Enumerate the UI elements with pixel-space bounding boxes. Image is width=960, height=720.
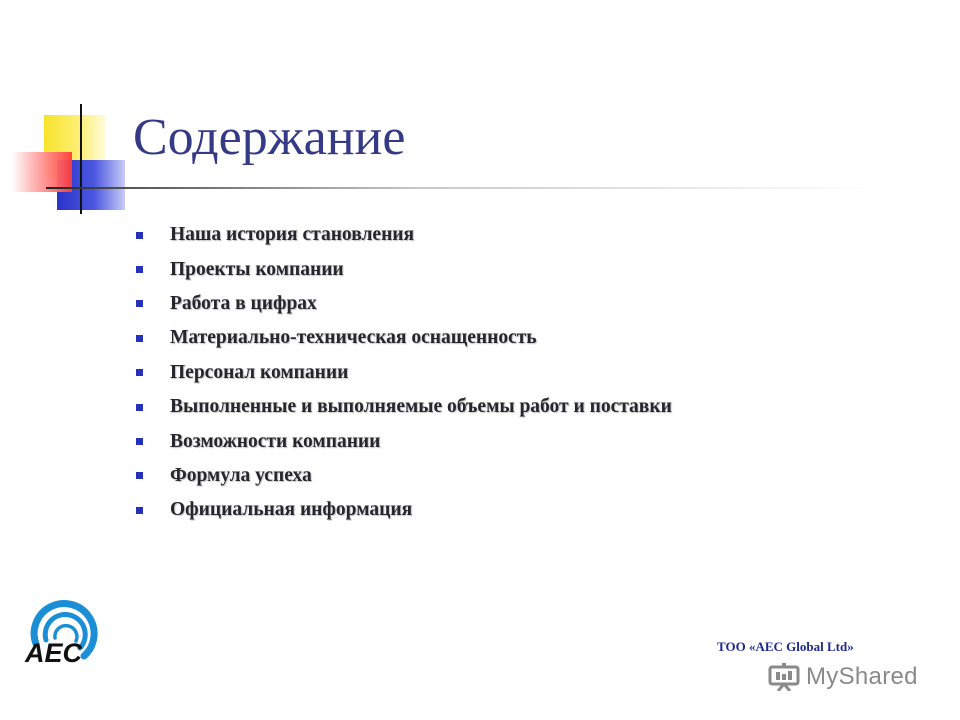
square-bullet-icon [136,300,143,307]
slide-title: Содержание [133,109,406,166]
list-item-label: Проекты компании [170,258,344,280]
list-item-label: Формула успеха [170,464,312,486]
list-item-label: Возможности компании [170,430,381,452]
list-item-label: Материально-техническая оснащенность [170,327,537,349]
square-bullet-icon [136,369,143,376]
corner-decoration [0,0,140,230]
vertical-rule [80,104,82,214]
list-item-label: Персонал компании [170,361,349,383]
list-item [136,390,672,424]
watermark-text: MyShared [806,663,918,690]
list-item [136,287,672,321]
square-bullet-icon [136,507,143,514]
list-item [136,493,672,527]
list-item-label: Работа в цифрах [170,292,317,314]
square-bullet-icon [136,232,143,239]
watermark [768,660,918,694]
list-item [136,459,672,493]
list-item-label: Выполненные и выполняемые объемы работ и поставки [170,396,672,418]
aec-logo [22,600,106,666]
presentation-board-icon [768,663,800,691]
list-item-label: Наша история становления [170,224,415,246]
list-item [136,252,672,286]
square-bullet-icon [136,335,143,342]
red-square-decoration [12,152,72,192]
square-bullet-icon [136,404,143,411]
list-item [136,356,672,390]
square-bullet-icon [136,472,143,479]
list-item [136,321,672,355]
contents-list [136,218,672,528]
company-name: ТОО «AEC Global Ltd» [717,639,854,654]
square-bullet-icon [136,266,143,273]
list-item [136,424,672,458]
list-item [136,218,672,252]
logo-text: AEC [25,638,83,666]
title-underline [46,187,876,189]
list-item-label: Официальная информация [170,499,413,521]
square-bullet-icon [136,438,143,445]
